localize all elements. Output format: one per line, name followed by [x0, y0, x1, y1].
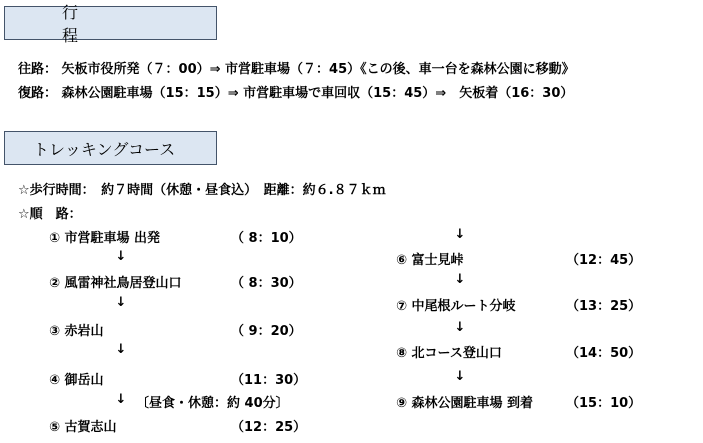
- stop-3-time: （ 9：20）: [231, 324, 302, 339]
- stop-6-time: （12：45）: [566, 253, 642, 268]
- stop-2-name: ② 風雷神社鳥居登山口: [49, 276, 182, 291]
- stop-5-name: ⑤ 古賀志山: [49, 420, 117, 435]
- stop-3-name: ③ 赤岩山: [49, 324, 104, 339]
- stop-1-time: （ 8：10）: [231, 231, 302, 246]
- stop-2-time: （ 8：30）: [231, 276, 302, 291]
- route-arrow: ↓: [454, 227, 466, 242]
- stop-9-time: （15：10）: [566, 396, 642, 411]
- route-arrow: ↓: [454, 369, 466, 384]
- outbound-line: 往路： 矢板市役所発（７：00）⇒ 市営駐車場（７：45）《この後、車一台を森林公園に移動》: [18, 62, 575, 77]
- stop-8-time: （14：50）: [566, 346, 642, 361]
- route-label: ☆順 路：: [18, 207, 82, 222]
- course-heading-box: [4, 131, 217, 165]
- stop-4-time: （11：30）: [231, 373, 307, 388]
- stop-1-name: ① 市営駐車場 出発: [49, 231, 161, 246]
- stop-9-name: ⑨ 森林公園駐車場 到着: [396, 396, 534, 411]
- route-arrow: ↓: [115, 249, 127, 264]
- stop-7-time: （13：25）: [566, 299, 642, 314]
- lunch-note: 〔昼食・休憩：約 40分〕: [136, 396, 289, 411]
- itinerary-heading-box: [4, 3, 217, 45]
- stop-8-name: ⑧ 北コース登山口: [396, 346, 502, 361]
- itinerary-heading: 行 程: [62, 3, 187, 45]
- return-line: 復路： 森林公園駐車場（15：15）⇒ 市営駐車場で車回収（15：45）⇒ 矢板着（16：30）: [18, 86, 574, 101]
- stop-6-name: ⑥ 富士見峠: [396, 253, 464, 268]
- stop-5-time: （12：25）: [231, 420, 307, 435]
- route-arrow: ↓: [454, 320, 466, 335]
- route-arrow: ↓: [115, 342, 127, 357]
- route-arrow: ↓: [115, 295, 127, 310]
- stop-4-name: ④ 御岳山: [49, 373, 104, 388]
- walk-summary: ☆歩行時間： 約７時間（休憩・昼食込） 距離：約６.８７ｋｍ: [18, 183, 386, 198]
- route-arrow: ↓: [454, 272, 466, 287]
- course-heading: トレッキングコース: [33, 139, 176, 159]
- route-arrow: ↓: [115, 392, 127, 407]
- stop-7-name: ⑦ 中尾根ルート分岐: [396, 299, 516, 314]
